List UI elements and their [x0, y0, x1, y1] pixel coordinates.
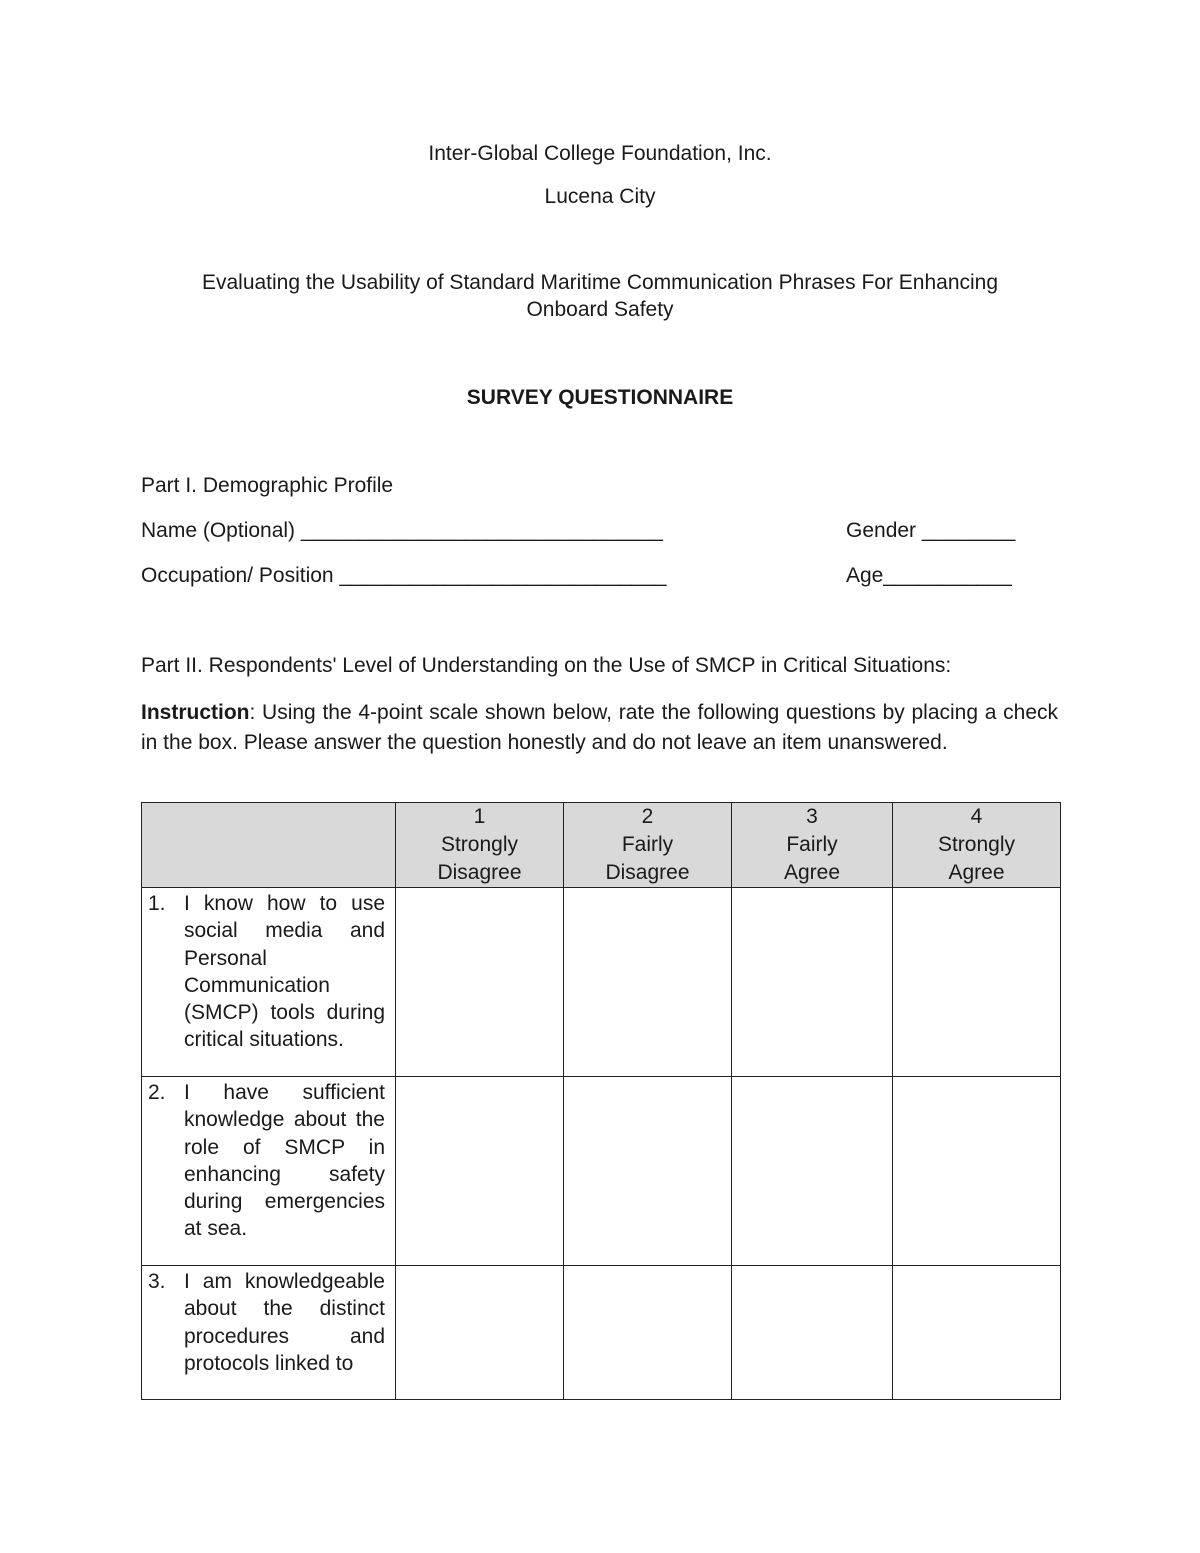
- scale-number: 1: [473, 805, 486, 828]
- item-number: 2.: [148, 1081, 166, 1104]
- scale-label-line2: Agree: [948, 861, 1005, 884]
- rating-table: [141, 802, 1061, 1400]
- study-title-line-1: Evaluating the Usability of Standard Maritime Communication Phrases For Enhancing: [201, 271, 999, 294]
- rating-box-fairly-agree[interactable]: [732, 1077, 893, 1266]
- scale-label-line2: Agree: [783, 861, 841, 884]
- scale-header-4: [893, 803, 1061, 888]
- part2-heading: Part II. Respondents' Level of Understanding on the Use of SMCP in Critical Situations:: [141, 654, 952, 677]
- rating-box-strongly-agree[interactable]: [893, 1266, 1061, 1400]
- table-row: [142, 888, 1061, 1077]
- instruction-text: : Using the 4-point scale shown below, rate the following questions by placing a check in the box. Please answer the question honestly and do not leave an item unanswered.: [141, 701, 1058, 754]
- table-row: [142, 1266, 1061, 1400]
- rating-box-strongly-agree[interactable]: [893, 888, 1061, 1077]
- name-field[interactable]: Name (Optional) _______________________________: [141, 519, 663, 542]
- scale-label-line2: Disagree: [437, 861, 522, 884]
- rating-box-strongly-agree[interactable]: [893, 1077, 1061, 1266]
- item-text: I know how to use social media and Personal Communication (SMCP) tools during critical situations.: [184, 892, 385, 1052]
- scale-header-3: [732, 803, 893, 888]
- occupation-field[interactable]: Occupation/ Position ____________________________: [141, 564, 667, 587]
- rating-box-fairly-disagree[interactable]: [564, 1077, 732, 1266]
- scale-label-line1: Strongly: [440, 833, 519, 856]
- item-number: 1.: [148, 892, 166, 915]
- scale-label-line2: Disagree: [605, 861, 690, 884]
- item-text: I have sufficient knowledge about the role of SMCP in enhancing safety during emergencies at sea.: [184, 1081, 385, 1241]
- age-field[interactable]: Age___________: [846, 564, 1012, 587]
- part1-heading: Part I. Demographic Profile: [141, 474, 394, 497]
- rating-header-row: [142, 803, 1061, 888]
- header-blank-cell: [142, 803, 396, 888]
- item-text: I am knowledgeable about the distinct procedures and protocols linked to: [184, 1270, 385, 1375]
- rating-box-fairly-disagree[interactable]: [564, 1266, 732, 1400]
- rating-box-fairly-agree[interactable]: [732, 1266, 893, 1400]
- instruction-paragraph: [141, 698, 1058, 758]
- scale-number: 4: [970, 805, 983, 828]
- scale-label-line1: Strongly: [937, 833, 1016, 856]
- rating-box-fairly-disagree[interactable]: [564, 888, 732, 1077]
- item-cell: [142, 1266, 396, 1400]
- item-number: 3.: [148, 1270, 166, 1293]
- scale-number: 3: [806, 805, 818, 828]
- scale-label-line1: Fairly: [621, 833, 674, 856]
- scale-number: 2: [641, 805, 654, 828]
- table-row: [142, 1077, 1061, 1266]
- study-title-line-2: Onboard Safety: [526, 298, 674, 321]
- rating-box-strongly-disagree[interactable]: [396, 888, 564, 1077]
- item-cell: [142, 1077, 396, 1266]
- scale-header-2: [564, 803, 732, 888]
- item-cell: [142, 888, 396, 1077]
- rating-box-strongly-disagree[interactable]: [396, 1077, 564, 1266]
- instruction-label: Instruction: [141, 701, 250, 724]
- rating-box-strongly-disagree[interactable]: [396, 1266, 564, 1400]
- rating-box-fairly-agree[interactable]: [732, 888, 893, 1077]
- institution-name: Inter-Global College Foundation, Inc.: [428, 142, 772, 165]
- scale-header-1: [396, 803, 564, 888]
- institution-city: Lucena City: [544, 185, 656, 208]
- gender-field[interactable]: Gender ________: [846, 519, 1016, 542]
- scale-label-line1: Fairly: [786, 833, 838, 856]
- survey-heading: SURVEY QUESTIONNAIRE: [466, 386, 734, 409]
